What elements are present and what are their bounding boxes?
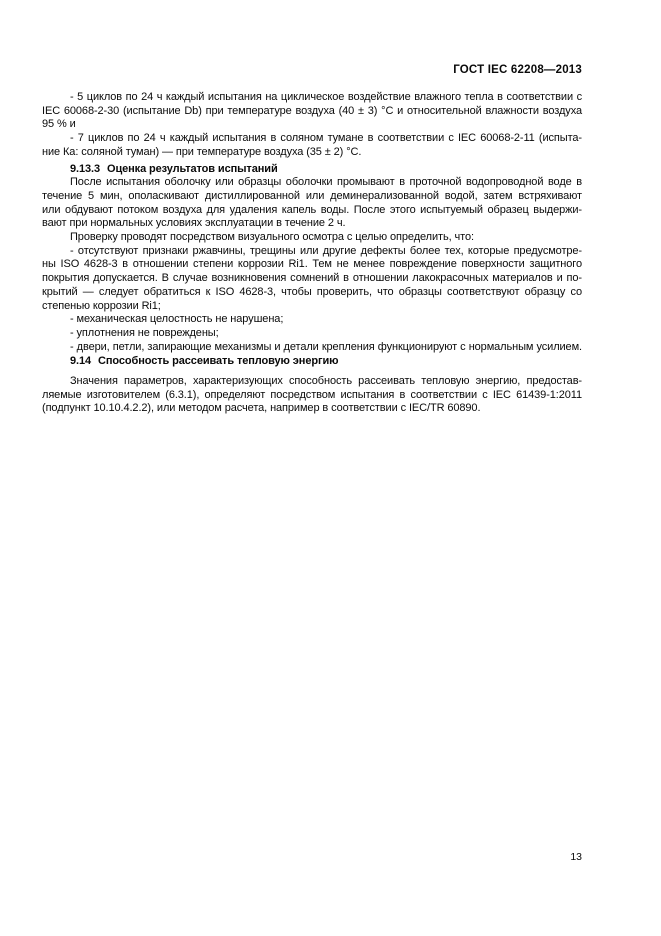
body-line: - уплотнения не повреждены; — [70, 326, 219, 339]
body-line: - 7 циклов по 24 ч каждый испытания в соляном тумане в соответствии с IEC 60068-2-11 (испыта- — [70, 132, 582, 145]
section-number: 9.13.3 — [70, 162, 100, 175]
body-line: ляемые изготовителем (6.3.1), определяют посредством испытания в соответствии с IEC 61439-1:2011 — [42, 388, 582, 401]
section-title: Оценка результатов испытаний — [106, 162, 278, 175]
body-line: крытий — следует обратиться к ISO 4628-3, чтобы проверить, что образцы соответствуют образцу со — [42, 285, 582, 298]
standard-code-header: ГОСТ IEC 62208—2013 — [453, 64, 582, 76]
document-body — [42, 91, 582, 416]
body-line: - 5 циклов по 24 ч каждый испытания на циклическое воздействие влажного тепла в соответствии с — [70, 91, 582, 103]
body-line: Проверку проводят посредством визуального осмотра с целью определить, что: — [70, 231, 474, 244]
section-heading-9-14 — [42, 355, 582, 369]
body-line: течение 5 мин, ополаскивают дистиллированной или деминерализованной водой, затем встряхивают — [42, 189, 582, 202]
body-line: ние Ка: соляной туман) — при температуре воздуха (35 ± 2) °С. — [42, 145, 362, 158]
body-line: степенью коррозии Ri1; — [42, 299, 161, 312]
body-line: 95 % и — [42, 118, 76, 131]
section-heading-9-13-3 — [42, 163, 582, 177]
body-line: IEC 60068-2-30 (испытание Db) при температуре воздуха (40 ± 3) °С и относительной влажности воздуха — [42, 104, 582, 117]
body-line: - двери, петли, запирающие механизмы и детали крепления функционируют с нормальным усилием. — [70, 340, 582, 353]
section-title: Способность рассеивать тепловую энергию — [98, 355, 339, 368]
body-line: ны ISO 4628-3 в отношении степени коррозии Ri1. Тем не менее повреждение поверхности защитного — [42, 258, 582, 271]
body-line: покрытия допускается. В случае возникновения сомнений в отношении лакокрасочных материалов и по- — [42, 272, 582, 285]
body-line: вают при нормальных условиях эксплуатации в течение 2 ч. — [42, 217, 346, 230]
page-number: 13 — [570, 851, 582, 863]
body-line: или обдувают потоком воздуха для удаления капель воды. После этого испытуемый образец выдержи- — [42, 203, 582, 216]
body-line: (подпункт 10.10.4.2.2), или методом расчета, например в соответствии с IEC/TR 60890. — [42, 402, 481, 415]
section-number: 9.14 — [70, 355, 92, 368]
body-line: Значения параметров, характеризующих способность рассеивать тепловую энергию, предостав- — [70, 375, 582, 388]
body-line: После испытания оболочку или образцы оболочки промывают в проточной водопроводной воде в — [70, 176, 582, 189]
body-line: - отсутствуют признаки ржавчины, трещины или другие дефекты более тех, которые предусмотре- — [70, 244, 582, 257]
body-line: - механическая целостность не нарушена; — [70, 313, 284, 326]
